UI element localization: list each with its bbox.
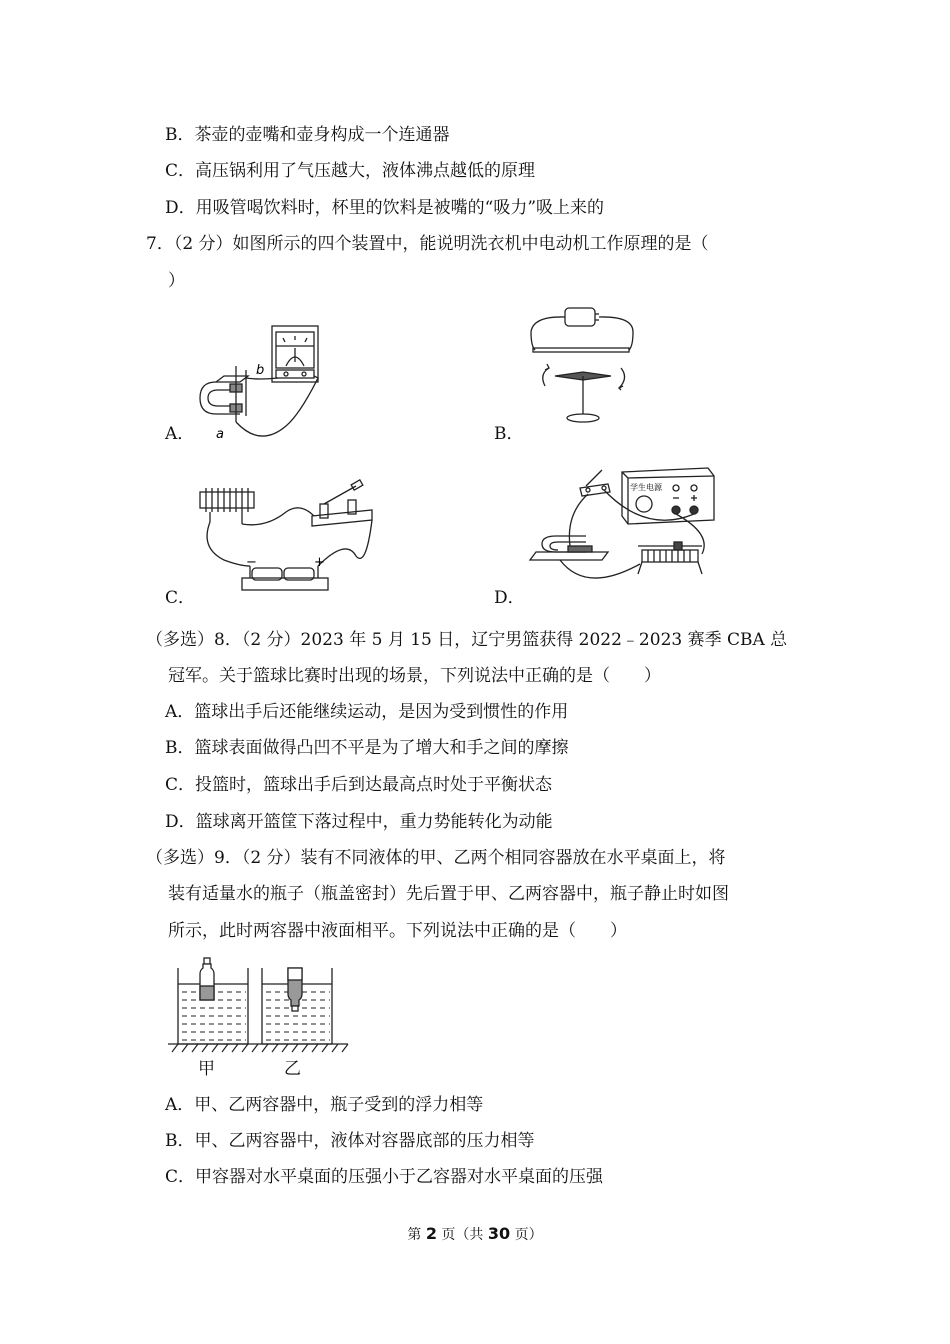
q8-option-a: A．篮球出手后还能继续运动，是因为受到惯性的作用 [165,702,569,722]
footer-suffix: 页） [510,1227,543,1243]
footer-total-pages: 30 [487,1224,511,1243]
footer-prefix: 第 [407,1227,426,1243]
q6-option-b: B．茶壶的壶嘴和壶身构成一个连通器 [165,125,450,145]
q7-label-d: D． [494,588,525,608]
q7-label-b: B． [494,424,524,444]
bottle-upright-icon [200,958,214,1000]
footer-page-number: 2 [425,1224,437,1243]
q8-stem-line2: 冠军。关于篮球比赛时出现的场景，下列说法中正确的是（ ） [168,666,661,686]
q8-stem-line1: （多选）8．（2 分）2023 年 5 月 15 日，辽宁男篮获得 2022﹣2023 赛季 CBA 总 [146,630,788,650]
fig-c-plus: + [314,555,325,570]
q8-option-c: C．投篮时，篮球出手后到达最高点时处于平衡状态 [165,775,553,795]
table-surface-icon [168,1044,348,1052]
q9-label-jia: 甲 [198,1059,215,1079]
fig-c-minus: − [246,555,257,570]
q7-label-a: A． [165,424,195,444]
q7-label-c: C． [165,588,196,608]
q6-option-d: D．用吸管喝饮料时，杯里的饮料是被嘴的“吸力”吸上来的 [165,198,605,218]
q7-figure-a [190,318,330,443]
footer-middle: 页（共 [436,1227,488,1243]
q9-stem-line2: 装有适量水的瓶子（瓶盖密封）先后置于甲、乙两容器中，瓶子静止时如图 [168,884,729,904]
q7-figure-c [196,478,381,596]
q8-option-b: B．篮球表面做得凸凹不平是为了增大和手之间的摩擦 [165,738,569,758]
battery-icon [531,308,633,350]
fig-a-label-a: a [216,427,224,442]
bottle-inverted-icon [288,968,302,1011]
q7-figure-d [526,464,716,584]
q9-label-yi: 乙 [284,1059,301,1079]
compass-needle-icon [543,364,625,422]
q9-option-c: C．甲容器对水平桌面的压强小于乙容器对水平桌面的压强 [165,1167,604,1187]
fig-d-power-label: 学生电源 [630,483,662,492]
horseshoe-magnet-icon [200,376,248,414]
q8-option-d: D．篮球离开篮筐下落过程中，重力势能转化为动能 [165,812,553,832]
q7-figure-b [525,302,640,432]
q7-stem-line2: ） [168,271,185,291]
q9-stem-line1: （多选）9．（2 分）装有不同液体的甲、乙两个相同容器放在水平桌面上，将 [146,848,726,868]
knife-switch-icon [312,480,372,526]
galvanometer-icon [272,326,318,382]
page-footer [0,1224,950,1245]
coil-icon [200,488,254,524]
q9-option-b: B．甲、乙两容器中，液体对容器底部的压力相等 [165,1131,535,1151]
power-supply-icon [622,468,714,524]
q6-option-c: C．高压锅利用了气压越大，液体沸点越低的原理 [165,161,536,181]
rheostat-icon [638,542,702,574]
q7-stem-line1: 7．（2 分）如图所示的四个装置中，能说明洗衣机中电动机工作原理的是（ [146,234,709,254]
q9-stem-line3: 所示，此时两容器中液面相平。下列说法中正确的是（ ） [168,921,627,941]
q9-figure [168,954,350,1054]
q9-option-a: A．甲、乙两容器中，瓶子受到的浮力相等 [165,1095,484,1115]
straight-wire-icon [533,348,629,352]
fig-a-label-b: b [256,363,265,378]
